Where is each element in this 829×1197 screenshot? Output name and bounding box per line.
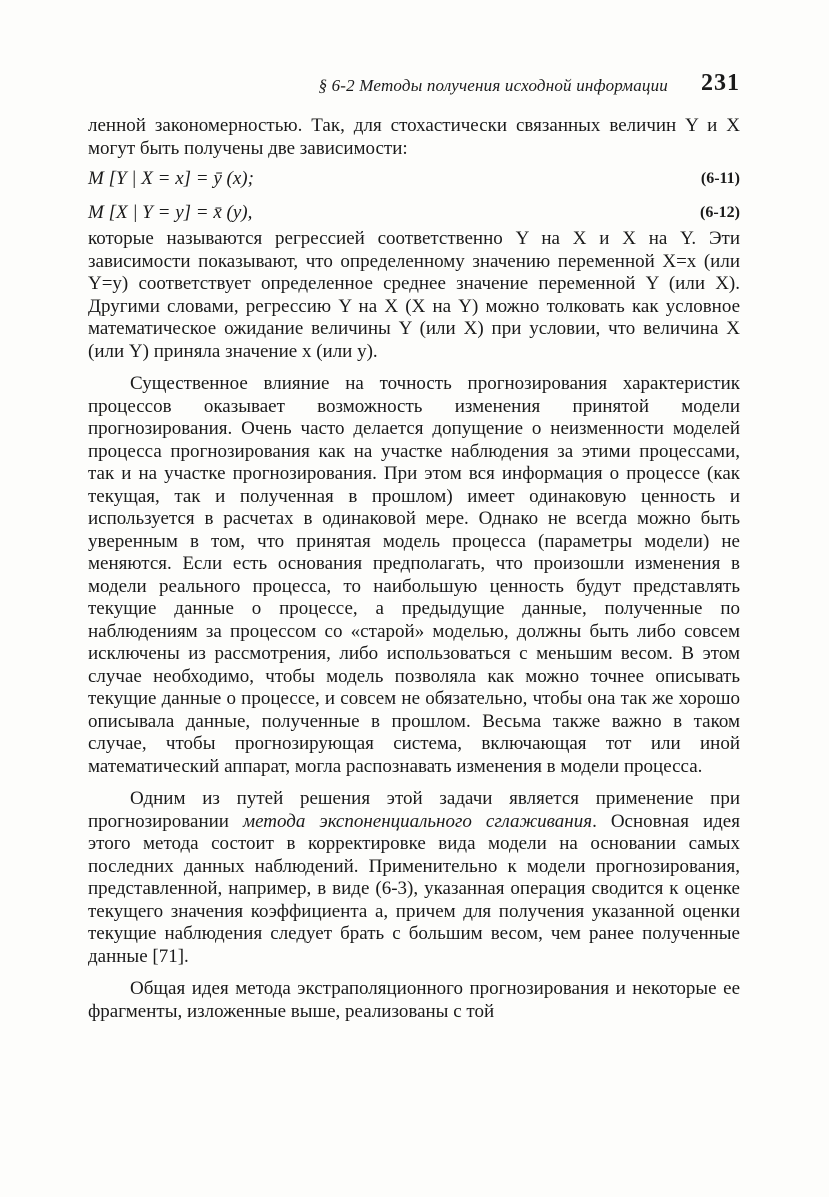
paragraph-1: ленной закономерностью. Так, для стохастически связанных величин Y и X могут быть получены две зависимости: bbox=[88, 115, 740, 159]
paragraph-3: Существенное влияние на точность прогнозирования характеристик процессов оказывает возможность изменения принятой модели прогнозирования. Очень часто делается допущение о неизменности моделей процесса прогнозирования как на участке наблюдения за этими процессами, так и на участке прогнозирования. При этом вся информация о процессе (как текущая, так и полученная в прошлом) имеет одинаковую ценность и используется в расчетах в одинаковой мере. Однако не всегда можно быть уверенным в том, что принятая модель процесса (параметры модели) не меняются. Если есть основания предполагать, что произошли изменения в модели реального процесса, то наибольшую ценность будут представлять текущие данные о процессе, а предыдущие данные, полученные по наблюдениям за процессом со «старой» моделью, должны быть либо совсем исключены из рассмотрения, либо использоваться с меньшим весом. В этом случае необходимо, чтобы модель позволяла как можно точнее описывать текущие данные о процессе, и совсем не обязательно, чтобы она так же хорошо описывала данные, полученные в прошлом. Весьма также важно в таком случае, чтобы прогнозирующая система, включающая тот или иной математический аппарат, могла распознавать изменения в модели процесса. bbox=[88, 373, 740, 777]
body-text bbox=[88, 115, 740, 1023]
method-name-emphasis: метода экспоненциального сглаживания bbox=[242, 810, 593, 832]
formula-number: (6-11) bbox=[700, 170, 740, 187]
paragraph-4 bbox=[88, 788, 740, 968]
page-header bbox=[88, 70, 740, 104]
formula-6-11 bbox=[88, 160, 740, 194]
paragraph-5: Общая идея метода экстраполяционного прогнозирования и некоторые ее фрагменты, изложенные выше, реализованы с той bbox=[88, 978, 740, 1022]
paragraph-4-text-end: . Основная идея этого метода состоит в корректировке вида модели на основании самых последних данных наблюдений. Применительно к модели прогнозирования, представленной, например, в виде (6-3), указанная операция сводится к оценке текущего значения коэффициента a, причем для получения указанной оценки текущие наблюдения следует брать с большим весом, чем ранее полученные данные [71]. bbox=[88, 810, 740, 967]
formula-6-12 bbox=[88, 194, 740, 228]
running-head: § 6-2 Методы получения исходной информации bbox=[318, 76, 668, 95]
paragraph-2: которые называются регрессией соответственно Y на X и X на Y. Эти зависимости показывают, что определенному значению переменной X=x (или Y=y) соответствует определенное среднее значение переменной Y (или X). Другими словами, регрессию Y на X (X на Y) можно толковать как условное математическое ожидание величины Y (или X) при условии, что величина X (или Y) приняла значение x (или y). bbox=[88, 228, 740, 362]
page-number: 231 bbox=[701, 70, 740, 96]
formula-expression: M [X | Y = y] = x̄ (y), bbox=[88, 202, 253, 223]
formula-expression: M [Y | X = x] = ȳ (x); bbox=[88, 168, 254, 189]
paragraph-4-text-start: Одним из путей решения этой задачи является применение при прогнозировании bbox=[88, 788, 740, 832]
formula-number: (6-12) bbox=[700, 204, 740, 221]
